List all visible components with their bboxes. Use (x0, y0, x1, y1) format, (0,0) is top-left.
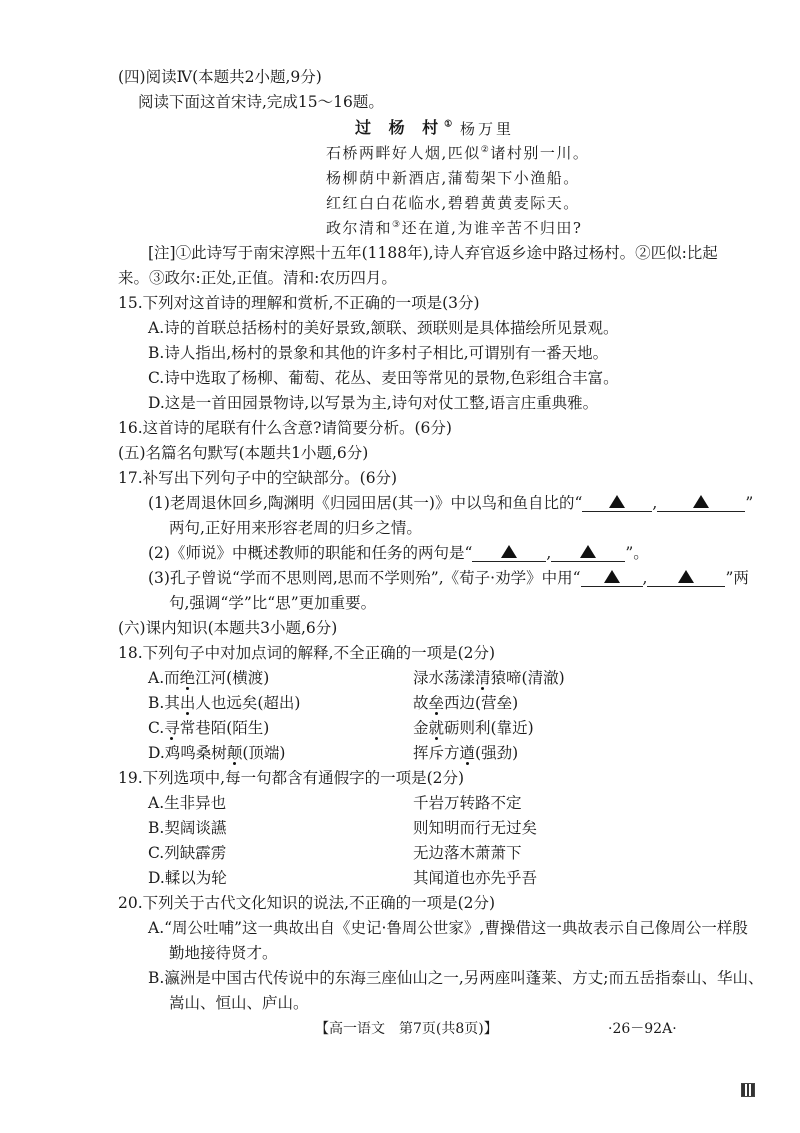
fill-blank[interactable] (472, 543, 546, 562)
fill-blank[interactable] (647, 568, 725, 587)
q19-stem: 19.下列选项中,每一句都含有通假字的一项是(2分) (118, 769, 465, 787)
q18-option-a-left: A.而绝江河(横渡) (148, 669, 270, 687)
q20-option-a-cont: 勤地接待贤才。 (169, 944, 278, 962)
fill-blank[interactable] (657, 493, 745, 512)
q18-option-b-right: 故垒西边(营垒) (413, 694, 519, 712)
q17-part-3: (3)孔子曾说“学而不思则罔,思而不学则殆”,《荀子·劝学》中用“ , ”两 (148, 569, 749, 587)
q18-stem: 18.下列句子中对加点词的解释,不全正确的一项是(2分) (118, 644, 496, 662)
q20-stem: 20.下列关于古代文化知识的说法,不正确的一项是(2分) (118, 894, 496, 912)
section-4-intro: 阅读下面这首宋诗,完成15～16题。 (138, 93, 384, 111)
triangle-icon (693, 495, 709, 508)
q15-option-b: B.诗人指出,杨村的景象和其他的许多村子相比,可谓别有一番天地。 (148, 344, 609, 362)
poem-author: 杨万里 (460, 120, 515, 138)
triangle-icon (609, 495, 625, 508)
q19-option-c-right: 无边落木萧萧下 (413, 844, 522, 862)
q18-option-c-right: 金就砺则利(靠近) (413, 719, 534, 737)
q15-option-a: A.诗的首联总括杨村的美好景致,颔联、颈联则是具体描绘所见景观。 (148, 319, 619, 337)
poem-title: 过 杨 村① (355, 118, 459, 137)
q15-option-c: C.诗中选取了杨柳、葡萄、花丛、麦田等常见的景物,色彩组合丰富。 (148, 369, 619, 387)
q20-option-b: B.瀛洲是中国古代传说中的东海三座仙山之一,另两座叫蓬莱、方丈;而五岳指泰山、华山、 (148, 969, 764, 987)
qr-code-icon (741, 1083, 755, 1097)
q19-option-a-left: A.生非异也 (148, 794, 227, 812)
q17-part-1-cont: 两句,正好用来形容老周的归乡之情。 (169, 519, 422, 537)
poem-note-line-2: 来。③政尔:正处,正值。清和:农历四月。 (118, 269, 397, 287)
q15-option-d: D.这是一首田园景物诗,以写景为主,诗句对仗工整,语言庄重典雅。 (148, 394, 599, 412)
q16-stem: 16.这首诗的尾联有什么含意?请简要分析。(6分) (118, 419, 452, 437)
q18-option-d-right: 挥斥方遒(强劲) (413, 744, 519, 762)
q15-stem: 15.下列对这首诗的理解和赏析,不正确的一项是(3分) (118, 294, 480, 312)
q19-option-a-right: 千岩万转路不定 (413, 794, 522, 812)
q20-option-a: A.“周公吐哺”这一典故出自《史记·鲁周公世家》,曹操借这一典故表示自己像周公一样殷 (148, 919, 748, 937)
q17-part-1: (1)老周退休回乡,陶渊明《归园田居(其一)》中以鸟和鱼自比的“ , ” (148, 494, 754, 512)
triangle-icon (580, 545, 596, 558)
triangle-icon (678, 570, 694, 583)
poem-note-line-1: [注]①此诗写于南宋淳熙十五年(1188年),诗人弃官返乡途中路过杨村。②匹似:比起 (148, 244, 718, 262)
q19-option-c-left: C.列缺霹雳 (148, 844, 227, 862)
section-6-heading: (六)课内知识(本题共3小题,6分) (118, 619, 338, 637)
poem-line-2: 杨柳荫中新酒店,蒲萄架下小渔船。 (326, 169, 580, 187)
fill-blank[interactable] (581, 568, 643, 587)
q19-option-b-right: 则知明而行无过矣 (413, 819, 538, 837)
fill-blank[interactable] (582, 493, 652, 512)
q18-option-a-right: 渌水荡漾清猿啼(清澈) (413, 669, 565, 687)
q18-option-d-left: D.鸡鸣桑树颠(顶端) (148, 744, 286, 762)
page-footer: 【高一语文 第7页(共8页)】 (315, 1021, 498, 1037)
q17-part-2: (2)《师说》中概述教师的职能和任务的两句是“ , ”。 (148, 544, 649, 562)
section-4-heading: (四)阅读Ⅳ(本题共2小题,9分) (118, 68, 322, 86)
q20-option-b-cont: 嵩山、恒山、庐山。 (169, 994, 309, 1012)
triangle-icon (604, 570, 620, 583)
poem-line-3: 红红白白花临水,碧碧黄黄麦际天。 (326, 194, 580, 212)
q19-option-d-right: 其闻道也亦先乎吾 (413, 869, 538, 887)
q17-stem: 17.补写出下列句子中的空缺部分。(6分) (118, 469, 398, 487)
triangle-icon (501, 545, 517, 558)
section-5-heading: (五)名篇名句默写(本题共1小题,6分) (118, 444, 369, 462)
paper-code: ·26－92A· (608, 1021, 677, 1037)
q19-option-d-left: D.輮以为轮 (148, 869, 227, 887)
q19-option-b-left: B.契阔谈讌 (148, 819, 227, 837)
poem-line-1: 石桥两畔好人烟,匹似②诸村别一川。 (326, 144, 590, 162)
fill-blank[interactable] (551, 543, 625, 562)
poem-line-4: 政尔清和③还在道,为谁辛苦不归田? (326, 219, 583, 237)
q18-option-b-left: B.其出人也远矣(超出) (148, 694, 301, 712)
q17-part-3-cont: 句,强调“学”比“思”更加重要。 (169, 594, 377, 612)
q18-option-c-left: C.寻常巷陌(陌生) (148, 719, 270, 737)
